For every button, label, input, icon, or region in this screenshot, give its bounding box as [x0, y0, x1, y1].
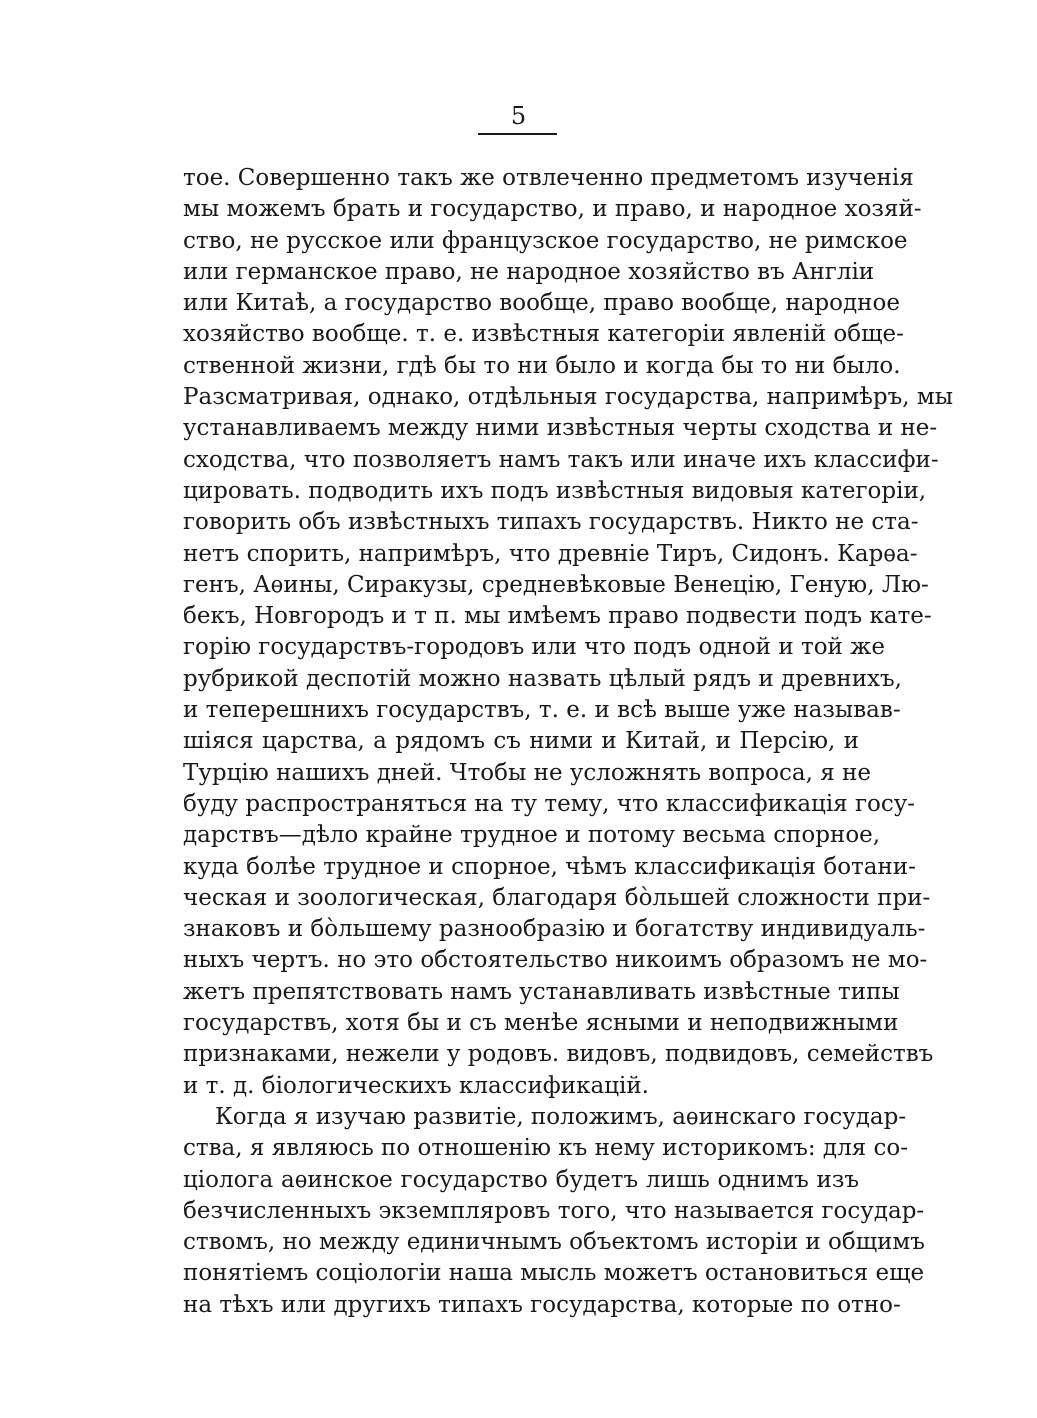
text-line: ство, не русское или французское государство, не римское [183, 227, 908, 254]
text-line: бекъ, Новгородъ и т п. мы имѣемъ право подвести подъ кате- [183, 603, 932, 630]
text-line: шіяся царства, а рядомъ съ ними и Китай, и Персію, и [183, 728, 859, 755]
text-line: на тѣхъ или другихъ типахъ государства, которые по отно- [183, 1291, 901, 1318]
text-line: безчисленныхъ экземпляровъ того, что называется государ- [183, 1197, 925, 1224]
text-line: ствомъ, но между единичнымъ объектомъ исторіи и общимъ [183, 1229, 925, 1256]
text-line: ственной жизни, гдѣ бы то ни было и когда бы то ни было. [183, 352, 901, 379]
text-line: сходства, что позволяетъ намъ такъ или иначе ихъ классифи- [183, 446, 939, 473]
text-line: горію государствъ-городовъ или что подъ одной и той же [183, 634, 885, 661]
page-number-rule [478, 133, 557, 135]
text-line: понятіемъ соціологіи наша мысль можетъ остановиться еще [183, 1260, 925, 1287]
text-line: цировать. подводить ихъ подъ извѣстныя видовыя категоріи, [183, 477, 927, 504]
text-line: нетъ спорить, напримѣръ, что древніе Тиръ, Сидонъ. Карѳа- [183, 540, 918, 567]
text-line: дарствъ—дѣло крайне трудное и потому весьма спорное, [183, 822, 881, 849]
text-line: говорить объ извѣстныхъ типахъ государствъ. Никто не ста- [183, 509, 919, 536]
text-line: ныхъ чертъ. но это обстоятельство никоимъ образомъ не мо- [183, 947, 928, 974]
text-line: знаковъ и бо̀льшему разнообразію и богатству индивидуаль- [183, 916, 926, 943]
body-text [183, 163, 954, 1321]
text-line: жетъ препятствовать намъ устанавливать извѣстные типы [183, 978, 900, 1005]
text-line: хозяйство вообще. т. е. извѣстныя категоріи явленій обще- [183, 321, 904, 348]
text-line: устанавливаемъ между ними извѣстныя черты сходства и не- [183, 415, 938, 442]
text-line: Когда я изучаю развитіе, положимъ, аѳинскаго государ- [215, 1103, 907, 1130]
text-line: государствъ, хотя бы и съ менѣе ясными и неподвижными [183, 1010, 899, 1037]
text-line: признаками, нежели у родовъ. видовъ, подвидовъ, семействъ [183, 1041, 934, 1068]
text-line: буду распространяться на ту тему, что классификація госу- [183, 790, 916, 817]
text-line: или Китаѣ, а государство вообще, право вообще, народное [183, 290, 900, 317]
text-line: куда болѣе трудное и спорное, чѣмъ классификація ботани- [183, 853, 916, 880]
text-line: ціолога аѳинское государство будетъ лишь однимъ изъ [183, 1166, 859, 1193]
page-number: 5 [510, 102, 527, 130]
text-line: генъ, Аѳины, Сиракузы, средневѣковые Венецію, Геную, Лю- [183, 571, 929, 598]
text-line: Разсматривая, однако, отдѣльныя государства, напримѣръ, мы [183, 384, 954, 411]
text-line: мы можемъ брать и государство, и право, и народное хозяй- [183, 196, 922, 223]
text-line: ства, я являюсь по отношенію къ нему историкомъ: для со- [183, 1135, 909, 1162]
text-line: рубрикой деспотій можно назвать цѣлый рядъ и древнихъ, [183, 665, 902, 692]
text-line: и теперешнихъ государствъ, т. е. и всѣ выше уже называв- [183, 697, 901, 724]
text-line: или германское право, не народное хозяйство въ Англіи [183, 258, 875, 285]
text-line: ческая и зоологическая, благодаря бо̀льшей сложности при- [183, 884, 931, 911]
text-line: и т. д. біологическихъ классификацій. [183, 1072, 649, 1099]
text-line: тое. Совершенно такъ же отвлеченно предметомъ изученія [183, 165, 914, 191]
text-line: Турцію нашихъ дней. Чтобы не усложнять вопроса, я не [183, 759, 871, 786]
